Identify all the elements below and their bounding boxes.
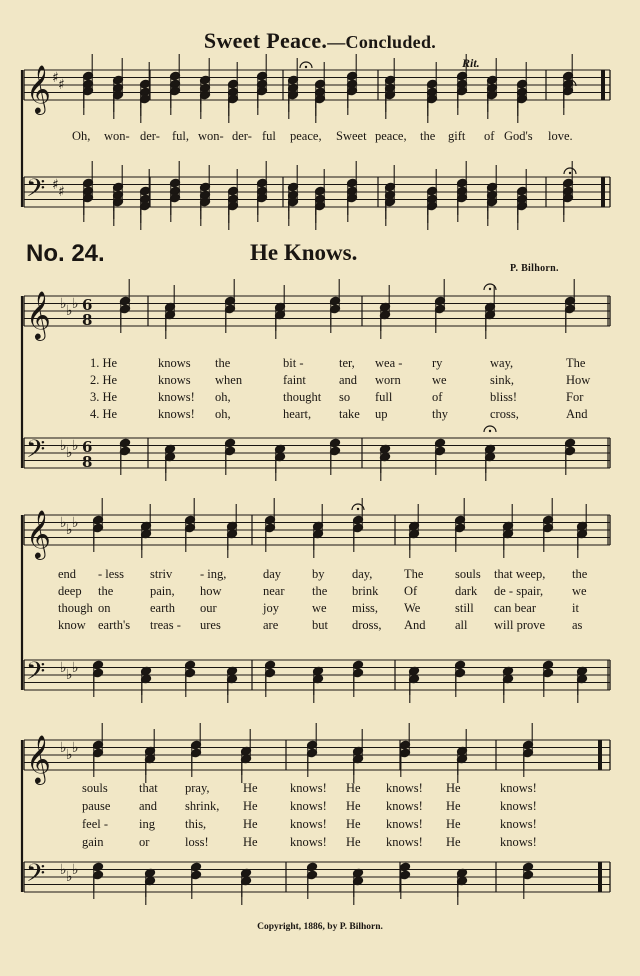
lyric-syllable: how bbox=[200, 584, 222, 598]
lyric-syllable: souls bbox=[82, 781, 108, 795]
flat-icon: ♭ bbox=[60, 515, 67, 531]
lyric-syllable: take bbox=[339, 407, 360, 421]
time-signature: 8 bbox=[82, 311, 93, 329]
lyric-syllable: cross, bbox=[490, 407, 519, 421]
treble-clef-icon: 𝄞 bbox=[26, 290, 51, 339]
tempo-marking: Rit. bbox=[462, 56, 480, 70]
flat-icon: ♭ bbox=[72, 740, 79, 756]
lyric-syllable: know bbox=[58, 618, 86, 632]
lyric-syllable: He bbox=[346, 781, 361, 795]
lyric-syllable: or bbox=[139, 835, 150, 849]
lyric-syllable: can bear bbox=[494, 601, 536, 615]
title-main: Sweet Peace. bbox=[203, 28, 328, 53]
lyric-syllable: brink bbox=[352, 584, 379, 598]
lyric-syllable: and bbox=[339, 373, 358, 387]
lyric-syllable: ful, bbox=[172, 129, 190, 143]
lyric-syllable: the bbox=[572, 567, 588, 581]
lyric-syllable: knows! bbox=[158, 390, 195, 404]
treble-clef-icon: 𝄞 bbox=[26, 734, 51, 783]
lyric-syllable: The bbox=[404, 567, 424, 581]
lyric-syllable: and bbox=[139, 799, 158, 813]
lyric-syllable: way, bbox=[490, 356, 514, 370]
bass-clef-icon: 𝄢 bbox=[26, 435, 46, 470]
fermata-icon bbox=[489, 430, 491, 432]
lyric-syllable: der- bbox=[232, 129, 252, 143]
lyric-syllable: our bbox=[200, 601, 217, 615]
lyric-syllable: still bbox=[455, 601, 474, 615]
lyric-syllable: ing bbox=[139, 817, 155, 831]
copyright-footer: Copyright, 1886, by P. Bilhorn. bbox=[257, 922, 383, 932]
lyric-syllable: won- bbox=[104, 129, 130, 143]
lyric-syllable: we bbox=[312, 601, 327, 615]
lyric-syllable: The bbox=[566, 356, 586, 370]
fermata-icon bbox=[569, 172, 571, 174]
lyric-syllable: He bbox=[243, 835, 258, 849]
lyric-syllable: we bbox=[572, 584, 587, 598]
lyric-syllable: that bbox=[139, 781, 158, 795]
bass-clef-icon: 𝄢 bbox=[26, 657, 46, 692]
lyric-syllable: For bbox=[566, 390, 584, 404]
lyric-syllable: the bbox=[420, 129, 436, 143]
lyric-syllable: faint bbox=[283, 373, 306, 387]
lyric-syllable: peace, bbox=[375, 129, 407, 143]
lyric-syllable: by bbox=[312, 567, 325, 581]
flat-icon: ♭ bbox=[72, 438, 79, 454]
lyric-syllable: He bbox=[346, 817, 361, 831]
lyric-syllable: feel - bbox=[82, 817, 109, 831]
lyric-syllable: peace, bbox=[290, 129, 322, 143]
lyric-syllable: when bbox=[215, 373, 243, 387]
lyric-syllable: He bbox=[346, 835, 361, 849]
lyric-syllable: ures bbox=[200, 618, 221, 632]
lyric-syllable: He bbox=[446, 781, 461, 795]
lyric-syllable: the bbox=[98, 584, 114, 598]
lyric-syllable: earth bbox=[150, 601, 175, 615]
lyric-syllable: souls bbox=[455, 567, 481, 581]
fermata-icon bbox=[305, 66, 307, 68]
fermata-icon bbox=[489, 288, 491, 290]
lyric-syllable: won- bbox=[198, 129, 224, 143]
lyric-syllable: day, bbox=[352, 567, 373, 581]
lyric-syllable: we bbox=[432, 373, 447, 387]
lyric-syllable: worn bbox=[375, 373, 401, 387]
lyric-syllable: loss! bbox=[185, 835, 209, 849]
lyric-syllable: knows! bbox=[386, 799, 423, 813]
lyric-syllable: knows! bbox=[386, 781, 423, 795]
lyric-syllable: He bbox=[243, 817, 258, 831]
time-signature: 6 bbox=[82, 296, 93, 314]
flat-icon: ♭ bbox=[66, 747, 73, 763]
lyric-syllable: de - spair, bbox=[494, 584, 544, 598]
lyric-syllable: heart, bbox=[283, 407, 312, 421]
lyric-syllable: knows! bbox=[386, 835, 423, 849]
lyric-syllable: day bbox=[263, 567, 282, 581]
flat-icon: ♭ bbox=[66, 303, 73, 319]
lyric-syllable: of bbox=[432, 390, 443, 404]
lyric-syllable: And bbox=[404, 618, 426, 632]
flat-icon: ♭ bbox=[66, 869, 73, 885]
flat-icon: ♭ bbox=[60, 660, 67, 676]
lyric-syllable: And bbox=[566, 407, 588, 421]
lyric-syllable: gain bbox=[82, 835, 104, 849]
sharp-icon: ♯ bbox=[58, 184, 65, 200]
lyric-syllable: this, bbox=[185, 817, 207, 831]
lyric-syllable: knows bbox=[158, 373, 191, 387]
lyric-syllable: He bbox=[243, 781, 258, 795]
lyric-syllable: thy bbox=[432, 407, 448, 421]
lyric-syllable: oh, bbox=[215, 390, 231, 404]
lyric-syllable: 2. He bbox=[90, 373, 118, 387]
lyric-syllable: We bbox=[404, 601, 421, 615]
lyric-syllable: dark bbox=[455, 584, 478, 598]
lyric-syllable: love. bbox=[548, 129, 573, 143]
composer-credit: P. Bilhorn. bbox=[510, 263, 559, 274]
lyric-syllable: deep bbox=[58, 584, 82, 598]
fermata-icon bbox=[569, 84, 571, 86]
lyric-syllable: ful bbox=[262, 129, 276, 143]
time-signature: 6 bbox=[82, 438, 93, 456]
lyric-syllable: God's bbox=[504, 129, 533, 143]
hymn-title: He Knows. bbox=[250, 240, 358, 265]
lyric-syllable: - ing, bbox=[200, 567, 227, 581]
flat-icon: ♭ bbox=[72, 515, 79, 531]
lyric-syllable: will prove bbox=[494, 618, 546, 632]
treble-clef-icon: 𝄞 bbox=[26, 64, 51, 113]
lyric-syllable: of bbox=[484, 129, 495, 143]
lyric-syllable: the bbox=[312, 584, 328, 598]
lyric-syllable: knows! bbox=[500, 799, 537, 813]
lyric-syllable: bit - bbox=[283, 356, 304, 370]
lyric-syllable: knows! bbox=[158, 407, 195, 421]
flat-icon: ♭ bbox=[60, 862, 67, 878]
lyric-syllable: He bbox=[446, 799, 461, 813]
lyric-syllable: that weep, bbox=[494, 567, 546, 581]
lyric-syllable: He bbox=[243, 799, 258, 813]
lyric-syllable: sink, bbox=[490, 373, 514, 387]
lyric-syllable: knows! bbox=[290, 781, 327, 795]
bass-clef-icon: 𝄢 bbox=[26, 174, 46, 209]
lyric-syllable: He bbox=[446, 817, 461, 831]
flat-icon: ♭ bbox=[66, 445, 73, 461]
lyric-syllable: near bbox=[263, 584, 285, 598]
lyric-syllable: knows! bbox=[290, 835, 327, 849]
lyric-syllable: all bbox=[455, 618, 468, 632]
lyric-syllable: ry bbox=[432, 356, 443, 370]
lyric-syllable: Oh, bbox=[72, 129, 91, 143]
flat-icon: ♭ bbox=[66, 667, 73, 683]
lyric-syllable: knows! bbox=[500, 781, 537, 795]
lyric-syllable: thought bbox=[283, 390, 322, 404]
lyric-syllable: knows! bbox=[290, 799, 327, 813]
lyric-syllable: gift bbox=[448, 129, 466, 143]
flat-icon: ♭ bbox=[72, 660, 79, 676]
lyric-syllable: shrink, bbox=[185, 799, 220, 813]
hymn-number: No. 24. bbox=[26, 240, 105, 267]
lyric-syllable: full bbox=[375, 390, 393, 404]
lyric-syllable: ter, bbox=[339, 356, 355, 370]
flat-icon: ♭ bbox=[60, 438, 67, 454]
lyric-syllable: treas - bbox=[150, 618, 181, 632]
flat-icon: ♭ bbox=[60, 740, 67, 756]
flat-icon: ♭ bbox=[60, 296, 67, 312]
title-suffix: —Concluded. bbox=[327, 32, 437, 52]
lyric-syllable: on bbox=[98, 601, 111, 615]
lyric-syllable: are bbox=[263, 618, 279, 632]
lyric-syllable: knows! bbox=[386, 817, 423, 831]
lyric-syllable: as bbox=[572, 618, 583, 632]
lyric-syllable: dross, bbox=[352, 618, 382, 632]
lyric-syllable: He bbox=[446, 835, 461, 849]
sharp-icon: ♯ bbox=[58, 77, 65, 93]
flat-icon: ♭ bbox=[72, 296, 79, 312]
lyric-syllable: earth's bbox=[98, 618, 131, 632]
lyric-syllable: the bbox=[215, 356, 231, 370]
lyric-syllable: oh, bbox=[215, 407, 231, 421]
lyric-syllable: pause bbox=[82, 799, 111, 813]
lyric-syllable: 4. He bbox=[90, 407, 118, 421]
sharp-icon: ♯ bbox=[52, 177, 59, 193]
lyric-syllable: Of bbox=[404, 584, 418, 598]
lyric-syllable: knows! bbox=[500, 817, 537, 831]
lyric-syllable: miss, bbox=[352, 601, 379, 615]
lyric-syllable: Sweet bbox=[336, 129, 367, 143]
lyric-syllable: it bbox=[572, 601, 579, 615]
flat-icon: ♭ bbox=[72, 862, 79, 878]
lyric-syllable: joy bbox=[263, 601, 279, 615]
lyric-syllable: so bbox=[339, 390, 351, 404]
lyric-syllable: bliss! bbox=[490, 390, 518, 404]
lyric-syllable: How bbox=[566, 373, 591, 387]
lyric-syllable: - less bbox=[98, 567, 125, 581]
lyric-syllable: striv bbox=[150, 567, 173, 581]
lyric-syllable: knows! bbox=[290, 817, 327, 831]
lyric-syllable: 3. He bbox=[90, 390, 118, 404]
lyric-syllable: pray, bbox=[185, 781, 210, 795]
lyric-syllable: end bbox=[58, 567, 77, 581]
lyric-syllable: though bbox=[58, 601, 93, 615]
bass-clef-icon: 𝄢 bbox=[26, 859, 46, 894]
lyric-syllable: der- bbox=[140, 129, 160, 143]
lyric-syllable: 1. He bbox=[90, 356, 118, 370]
lyric-syllable: knows! bbox=[500, 835, 537, 849]
flat-icon: ♭ bbox=[66, 522, 73, 538]
treble-clef-icon: 𝄞 bbox=[26, 509, 51, 558]
lyric-syllable: wea - bbox=[375, 356, 403, 370]
lyric-syllable: He bbox=[346, 799, 361, 813]
time-signature: 8 bbox=[82, 453, 93, 471]
lyric-syllable: pain, bbox=[150, 584, 175, 598]
fermata-icon bbox=[357, 508, 359, 510]
lyric-syllable: but bbox=[312, 618, 328, 632]
sharp-icon: ♯ bbox=[52, 70, 59, 86]
lyric-syllable: up bbox=[375, 407, 388, 421]
lyric-syllable: knows bbox=[158, 356, 191, 370]
